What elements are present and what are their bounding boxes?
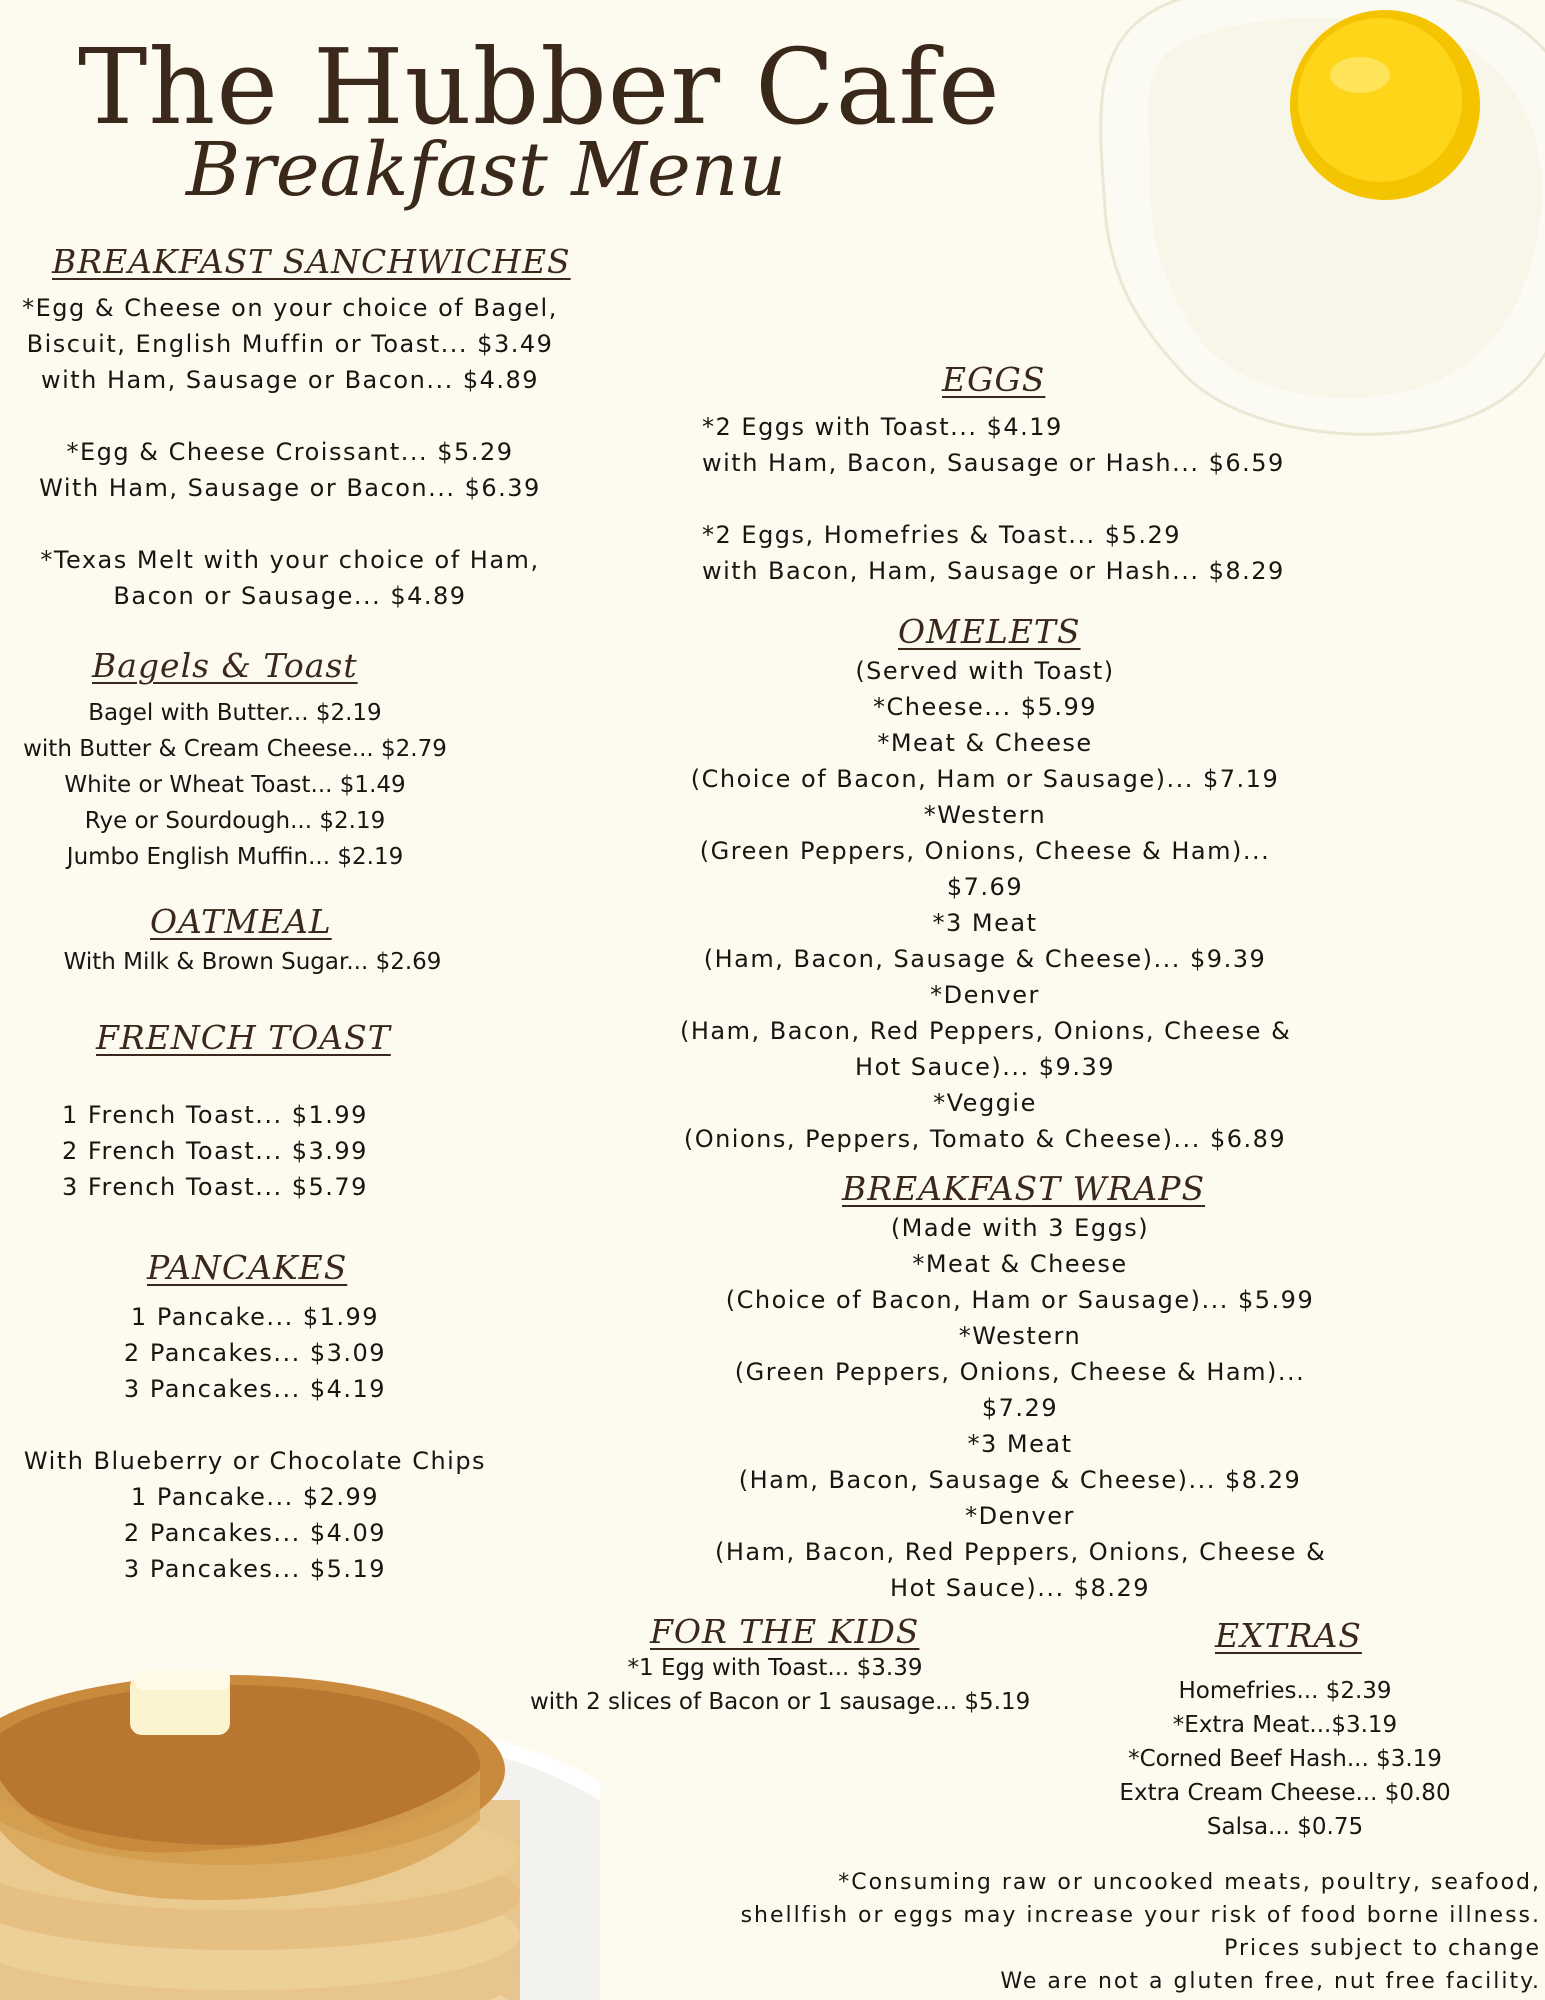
menu-item: With Blueberry or Chocolate Chips bbox=[23, 1447, 487, 1475]
menu-item: Hot Sauce)... $8.29 bbox=[890, 1574, 1150, 1602]
menu-item: *Veggie bbox=[933, 1089, 1037, 1117]
menu-item: Biscuit, English Muffin or Toast... $3.49 bbox=[26, 330, 554, 358]
kids-list bbox=[530, 1651, 1031, 1719]
menu-item: with Bacon, Ham, Sausage or Hash... $8.29 bbox=[702, 557, 1285, 585]
disclaimer-line: *Consuming raw or uncooked meats, poultry, seafood, bbox=[838, 1870, 1541, 1895]
pancake-stack-image bbox=[0, 1620, 600, 2000]
menu-item: 3 Pancakes... $4.19 bbox=[123, 1375, 387, 1403]
menu-item: (Choice of Bacon, Ham or Sausage)... $5.99 bbox=[725, 1286, 1315, 1314]
menu-item: (Onions, Peppers, Tomato & Cheese)... $6.89 bbox=[683, 1125, 1287, 1153]
menu-item: *2 Eggs, Homefries & Toast... $5.29 bbox=[702, 521, 1182, 549]
menu-item: (Made with 3 Eggs) bbox=[890, 1214, 1150, 1242]
menu-item: Bacon or Sausage... $4.89 bbox=[113, 582, 467, 610]
menu-item: Salsa... $0.75 bbox=[1206, 1814, 1364, 1840]
menu-item: (Green Peppers, Onions, Cheese & Ham)... bbox=[734, 1358, 1306, 1386]
menu-item: *Egg & Cheese Croissant... $5.29 bbox=[66, 438, 514, 466]
oatmeal-list bbox=[30, 944, 475, 980]
menu-item: Rye or Sourdough... $2.19 bbox=[84, 808, 386, 834]
menu-item: (Green Peppers, Onions, Cheese & Ham)... bbox=[699, 837, 1271, 865]
disclaimer-line: shellfish or eggs may increase your risk of food borne illness. bbox=[740, 1903, 1541, 1928]
menu-item: (Ham, Bacon, Sausage & Cheese)... $9.39 bbox=[703, 945, 1267, 973]
menu-item: *1 Egg with Toast... $3.39 bbox=[627, 1655, 923, 1681]
extras-list bbox=[1110, 1674, 1460, 1844]
menu-item: *Corned Beef Hash... $3.19 bbox=[1128, 1746, 1442, 1772]
menu-item: with 2 slices of Bacon or 1 sausage... $5.19 bbox=[530, 1689, 1031, 1715]
eggs-list bbox=[702, 409, 1285, 589]
menu-item: 2 Pancakes... $3.09 bbox=[123, 1339, 387, 1367]
menu-item: *Meat & Cheese bbox=[877, 729, 1093, 757]
menu-item: 2 French Toast... $3.99 bbox=[62, 1137, 368, 1165]
kids-heading: FOR THE KIDS bbox=[650, 1612, 920, 1651]
menu-item: 3 Pancakes... $5.19 bbox=[123, 1555, 387, 1583]
cafe-title: The Hubber Cafe bbox=[78, 26, 1001, 148]
fried-egg-image bbox=[1080, 0, 1545, 460]
omelets-list bbox=[680, 653, 1290, 1157]
menu-item: With Ham, Sausage or Bacon... $6.39 bbox=[39, 474, 541, 502]
menu-item: White or Wheat Toast... $1.49 bbox=[64, 772, 406, 798]
bagels-list bbox=[10, 695, 460, 875]
menu-item: (Choice of Bacon, Ham or Sausage)... $7.19 bbox=[690, 765, 1280, 793]
menu-item: Jumbo English Muffin... $2.19 bbox=[66, 844, 404, 870]
menu-item: With Milk & Brown Sugar... $2.69 bbox=[63, 949, 442, 975]
menu-item: Bagel with Butter... $2.19 bbox=[88, 700, 382, 726]
menu-item: $7.69 bbox=[946, 873, 1024, 901]
wraps-list bbox=[715, 1210, 1325, 1606]
menu-item: *Texas Melt with your choice of Ham, bbox=[40, 546, 540, 574]
menu-item: (Ham, Bacon, Red Peppers, Onions, Cheese & bbox=[680, 1017, 1292, 1045]
menu-subtitle: Breakfast Menu bbox=[186, 127, 787, 213]
menu-item: Hot Sauce)... $9.39 bbox=[855, 1053, 1115, 1081]
pancakes-list bbox=[20, 1299, 490, 1587]
menu-item: (Ham, Bacon, Sausage & Cheese)... $8.29 bbox=[738, 1466, 1302, 1494]
menu-item: *Egg & Cheese on your choice of Bagel, bbox=[22, 294, 558, 322]
sandwiches-list bbox=[20, 290, 560, 614]
menu-item: Extra Cream Cheese... $0.80 bbox=[1119, 1780, 1451, 1806]
sandwiches-heading: BREAKFAST SANCHWICHES bbox=[52, 242, 571, 281]
menu-item: Homefries... $2.39 bbox=[1178, 1678, 1392, 1704]
oatmeal-heading: OATMEAL bbox=[150, 902, 332, 941]
disclaimer-line: We are not a gluten free, nut free facility. bbox=[1000, 1969, 1541, 1994]
menu-item: 1 Pancake... $2.99 bbox=[130, 1483, 380, 1511]
menu-item: $7.29 bbox=[981, 1394, 1059, 1422]
menu-item: 3 French Toast... $5.79 bbox=[62, 1173, 368, 1201]
disclaimer-note bbox=[741, 1866, 1541, 1998]
menu-item: *Western bbox=[958, 1322, 1082, 1350]
menu-item: *Meat & Cheese bbox=[912, 1250, 1128, 1278]
menu-item: 2 Pancakes... $4.09 bbox=[123, 1519, 387, 1547]
french-toast-heading: FRENCH TOAST bbox=[96, 1018, 391, 1057]
menu-item: *2 Eggs with Toast... $4.19 bbox=[702, 413, 1063, 441]
menu-item: with Ham, Sausage or Bacon... $4.89 bbox=[40, 366, 540, 394]
menu-item: (Ham, Bacon, Red Peppers, Onions, Cheese & bbox=[715, 1538, 1327, 1566]
menu-item: *3 Meat bbox=[967, 1430, 1073, 1458]
french-toast-list bbox=[30, 1097, 400, 1205]
eggs-heading: EGGS bbox=[942, 360, 1046, 399]
omelets-heading: OMELETS bbox=[898, 612, 1081, 651]
pancakes-heading: PANCAKES bbox=[147, 1248, 348, 1287]
menu-item: 1 Pancake... $1.99 bbox=[130, 1303, 380, 1331]
menu-item: *3 Meat bbox=[932, 909, 1038, 937]
menu-item: with Butter & Cream Cheese... $2.79 bbox=[23, 736, 447, 762]
menu-item: *Western bbox=[923, 801, 1047, 829]
menu-item: (Served with Toast) bbox=[855, 657, 1115, 685]
menu-item: with Ham, Bacon, Sausage or Hash... $6.59 bbox=[702, 449, 1285, 477]
menu-item: 1 French Toast... $1.99 bbox=[62, 1101, 368, 1129]
bagels-heading: Bagels & Toast bbox=[92, 646, 358, 685]
extras-heading: EXTRAS bbox=[1215, 1616, 1362, 1655]
menu-item: *Extra Meat...$3.19 bbox=[1172, 1712, 1398, 1738]
menu-item: *Denver bbox=[930, 981, 1040, 1009]
menu-item: *Cheese... $5.99 bbox=[873, 693, 1097, 721]
menu-item: *Denver bbox=[965, 1502, 1075, 1530]
wraps-heading: BREAKFAST WRAPS bbox=[842, 1169, 1206, 1208]
disclaimer-line: Prices subject to change bbox=[1224, 1936, 1541, 1961]
